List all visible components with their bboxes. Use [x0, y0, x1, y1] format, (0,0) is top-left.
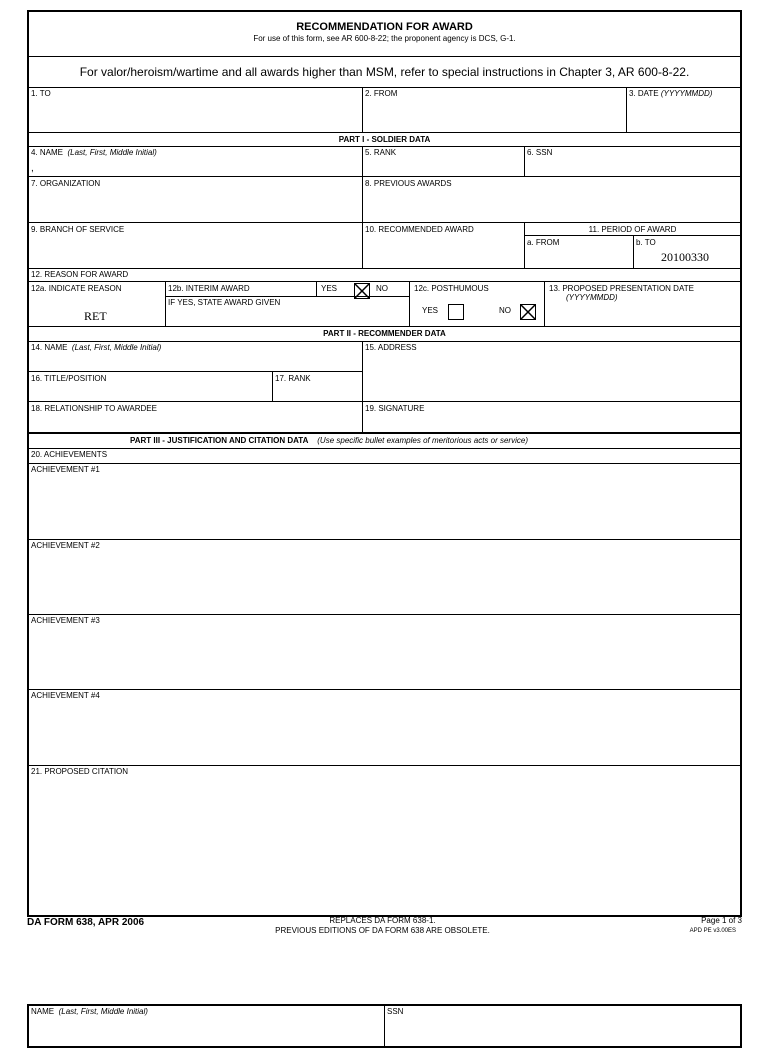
posthumous-label: 12c. POSTHUMOUS [414, 284, 489, 293]
reason-value[interactable]: RET [84, 309, 107, 323]
recommender-name-label: 14. NAME (Last, First, Middle Initial) [31, 343, 162, 352]
divider [29, 281, 740, 282]
organization-label: 7. ORGANIZATION [31, 179, 101, 188]
signature-label: 19. SIGNATURE [365, 404, 425, 413]
period-label: 11. PERIOD OF AWARD [588, 225, 677, 234]
divider [165, 281, 166, 326]
form-subtitle: For use of this form, see AR 600-8-22; the proponent agency is DCS, G-1. [253, 34, 516, 43]
from-label: 2. FROM [365, 89, 398, 98]
divider [29, 176, 740, 177]
divider [362, 146, 363, 223]
citation-label: 21. PROPOSED CITATION [31, 767, 129, 776]
presentation-date-format: (YYYYMMDD) [566, 293, 618, 302]
divider [633, 235, 634, 268]
divider [29, 146, 740, 147]
presentation-date-label: 13. PROPOSED PRESENTATION DATE [549, 284, 694, 293]
divider [29, 432, 740, 434]
achievement-2-field[interactable] [31, 552, 737, 614]
address-label: 15. ADDRESS [365, 343, 417, 352]
date-field[interactable] [629, 100, 737, 130]
divider [362, 87, 363, 132]
divider [524, 235, 740, 236]
interim-award-label: 12b. INTERIM AWARD [168, 284, 250, 293]
previous-awards-label: 8. PREVIOUS AWARDS [365, 179, 452, 188]
form-title: RECOMMENDATION FOR AWARD [296, 21, 473, 33]
replaces-note: REPLACES DA FORM 638-1. [329, 916, 436, 925]
achievement-4-field[interactable] [31, 702, 737, 764]
divider [524, 146, 525, 176]
divider [272, 371, 273, 401]
next-page-frame [27, 1004, 742, 1048]
interim-no-label: NO [376, 284, 388, 293]
achievement-1-label: ACHIEVEMENT #1 [31, 465, 100, 474]
achievement-4-label: ACHIEVEMENT #4 [31, 691, 100, 700]
divider [29, 614, 740, 615]
divider [29, 371, 362, 372]
period-from-label: a. FROM [527, 238, 560, 247]
divider [29, 268, 740, 269]
award-form [27, 10, 742, 917]
reason-label: 12. REASON FOR AWARD [31, 270, 129, 279]
divider [626, 87, 627, 132]
soldier-name-label: 4. NAME (Last, First, Middle Initial) [31, 148, 157, 157]
next-ssn-label: SSN [387, 1007, 404, 1016]
posthumous-no-label: NO [499, 306, 511, 315]
obsolete-note: PREVIOUS EDITIONS OF DA FORM 638 ARE OBSOLETE. [275, 926, 490, 935]
special-instructions: For valor/heroism/wartime and all awards higher than MSM, refer to special instructions in Chapter 3, AR 600-8-22. [79, 65, 690, 79]
period-to-label: b. TO [636, 238, 656, 247]
divider [362, 341, 363, 432]
indicate-reason-label: 12a. INDICATE REASON [31, 284, 122, 293]
part2-title: PART II - RECOMMENDER DATA [323, 329, 446, 338]
branch-label: 9. BRANCH OF SERVICE [31, 225, 125, 234]
divider [29, 539, 740, 540]
citation-field[interactable] [31, 778, 737, 910]
to-field[interactable] [31, 100, 359, 130]
from-field[interactable] [365, 100, 623, 130]
divider [29, 132, 740, 133]
period-to-value[interactable]: 20100330 [661, 250, 709, 264]
soldier-name-value[interactable]: , [31, 163, 34, 174]
divider [29, 463, 740, 464]
divider [29, 401, 740, 402]
posthumous-no-checkbox[interactable] [520, 304, 536, 320]
to-label: 1. TO [31, 89, 51, 98]
divider [384, 1006, 385, 1046]
divider [29, 56, 740, 57]
achievement-2-label: ACHIEVEMENT #2 [31, 541, 100, 550]
form-number: DA FORM 638, APR 2006 [27, 917, 145, 928]
posthumous-yes-checkbox[interactable] [448, 304, 464, 320]
part1-title: PART I - SOLDIER DATA [338, 135, 431, 144]
recommender-rank-label: 17. RANK [275, 374, 311, 383]
divider [29, 341, 740, 342]
version-label: APD PE v3.00ES [689, 928, 736, 934]
achievement-3-field[interactable] [31, 627, 737, 689]
divider [29, 765, 740, 766]
divider [165, 296, 409, 297]
divider [362, 222, 363, 268]
interim-state-label: IF YES, STATE AWARD GIVEN [168, 298, 281, 307]
ssn-label: 6. SSN [527, 148, 553, 157]
date-label: 3. DATE (YYYYMMDD) [629, 89, 713, 98]
divider [29, 87, 740, 88]
title-position-label: 16. TITLE/POSITION [31, 374, 107, 383]
divider [29, 326, 740, 327]
check-x-icon [521, 305, 535, 319]
rank-label: 5. RANK [365, 148, 397, 157]
relationship-label: 18. RELATIONSHIP TO AWARDEE [31, 404, 157, 413]
divider [29, 689, 740, 690]
divider [316, 281, 317, 296]
part3-title: PART III - JUSTIFICATION AND CITATION DATA (Use specific bullet examples of meritorious acts or service) [130, 436, 528, 445]
next-name-label: NAME (Last, First, Middle Initial) [31, 1007, 148, 1016]
divider [29, 222, 740, 223]
achievements-label: 20. ACHIEVEMENTS [31, 450, 108, 459]
page-number: Page 1 of 3 [701, 916, 742, 925]
achievement-3-label: ACHIEVEMENT #3 [31, 616, 100, 625]
achievement-1-field[interactable] [31, 476, 737, 538]
recommended-award-label: 10. RECOMMENDED AWARD [365, 225, 474, 234]
divider [544, 281, 545, 326]
divider [409, 281, 410, 326]
divider [29, 448, 740, 449]
interim-yes-label: YES [321, 284, 338, 293]
posthumous-yes-label: YES [422, 306, 439, 315]
